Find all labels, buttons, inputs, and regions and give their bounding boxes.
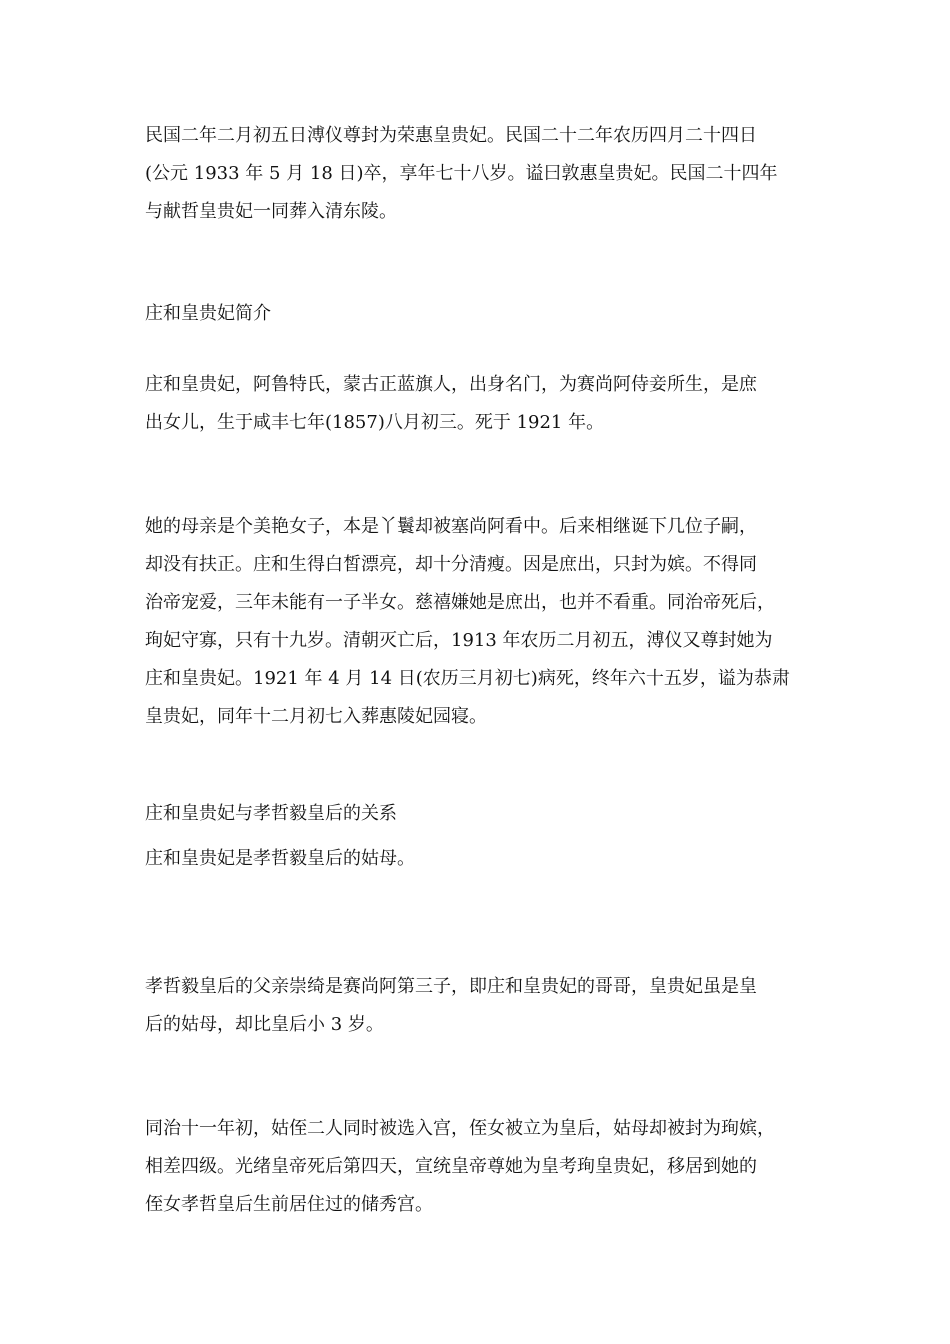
heading-text: 庄和皇贵妃简介 [145, 303, 271, 324]
text-line: 庄和皇贵妃是孝哲毅皇后的姑母。 [145, 848, 415, 869]
text-line: 却没有扶正。庄和生得白皙漂亮，却十分清瘦。因是庶出，只封为嫔。不得同 [145, 554, 757, 575]
paragraph-6 [145, 1110, 815, 1224]
text-line: 同治十一年初，姑侄二人同时被选入宫，侄女被立为皇后，姑母却被封为珣嫔， [145, 1118, 775, 1139]
text-line: 孝哲毅皇后的父亲崇绮是赛尚阿第三子，即庄和皇贵妃的哥哥，皇贵妃虽是皇 [145, 976, 757, 997]
paragraph-5 [145, 968, 815, 1044]
section-heading-relationship [145, 795, 815, 833]
text-line: 皇贵妃，同年十二月初七入葬惠陵妃园寝。 [145, 706, 487, 727]
paragraph-3 [145, 508, 815, 736]
text-line: 庄和皇贵妃。1921 年 4 月 14 日(农历三月初七)病死，终年六十五岁，谥为恭肃 [145, 668, 790, 689]
paragraph-4 [145, 840, 815, 878]
text-line: 与献哲皇贵妃一同葬入清东陵。 [145, 201, 397, 222]
heading-text: 庄和皇贵妃与孝哲毅皇后的关系 [145, 803, 397, 824]
text-line: (公元 1933 年 5 月 18 日)卒，享年七十八岁。谥曰敦惠皇贵妃。民国二十四年 [145, 163, 778, 184]
text-line: 出女儿，生于咸丰七年(1857)八月初三。死于 1921 年。 [145, 412, 605, 433]
paragraph-2 [145, 366, 815, 442]
text-line: 后的姑母，却比皇后小 3 岁。 [145, 1014, 384, 1035]
text-line: 庄和皇贵妃，阿鲁特氏，蒙古正蓝旗人，出身名门，为赛尚阿侍妾所生，是庶 [145, 374, 757, 395]
text-line: 相差四级。光绪皇帝死后第四天，宣统皇帝尊她为皇考珣皇贵妃，移居到她的 [145, 1156, 757, 1177]
paragraph-1 [145, 117, 815, 231]
text-line: 治帝宠爱，三年未能有一子半女。慈禧嫌她是庶出，也并不看重。同治帝死后， [145, 592, 775, 613]
text-line: 民国二年二月初五日溥仪尊封为荣惠皇贵妃。民国二十二年农历四月二十四日 [145, 125, 757, 146]
section-heading-introduction [145, 295, 815, 333]
text-line: 她的母亲是个美艳女子，本是丫鬟却被塞尚阿看中。后来相继诞下几位子嗣， [145, 516, 757, 537]
text-line: 侄女孝哲皇后生前居住过的储秀宫。 [145, 1194, 433, 1215]
text-line: 珣妃守寡，只有十九岁。清朝灭亡后，1913 年农历二月初五，溥仪又尊封她为 [145, 630, 773, 651]
